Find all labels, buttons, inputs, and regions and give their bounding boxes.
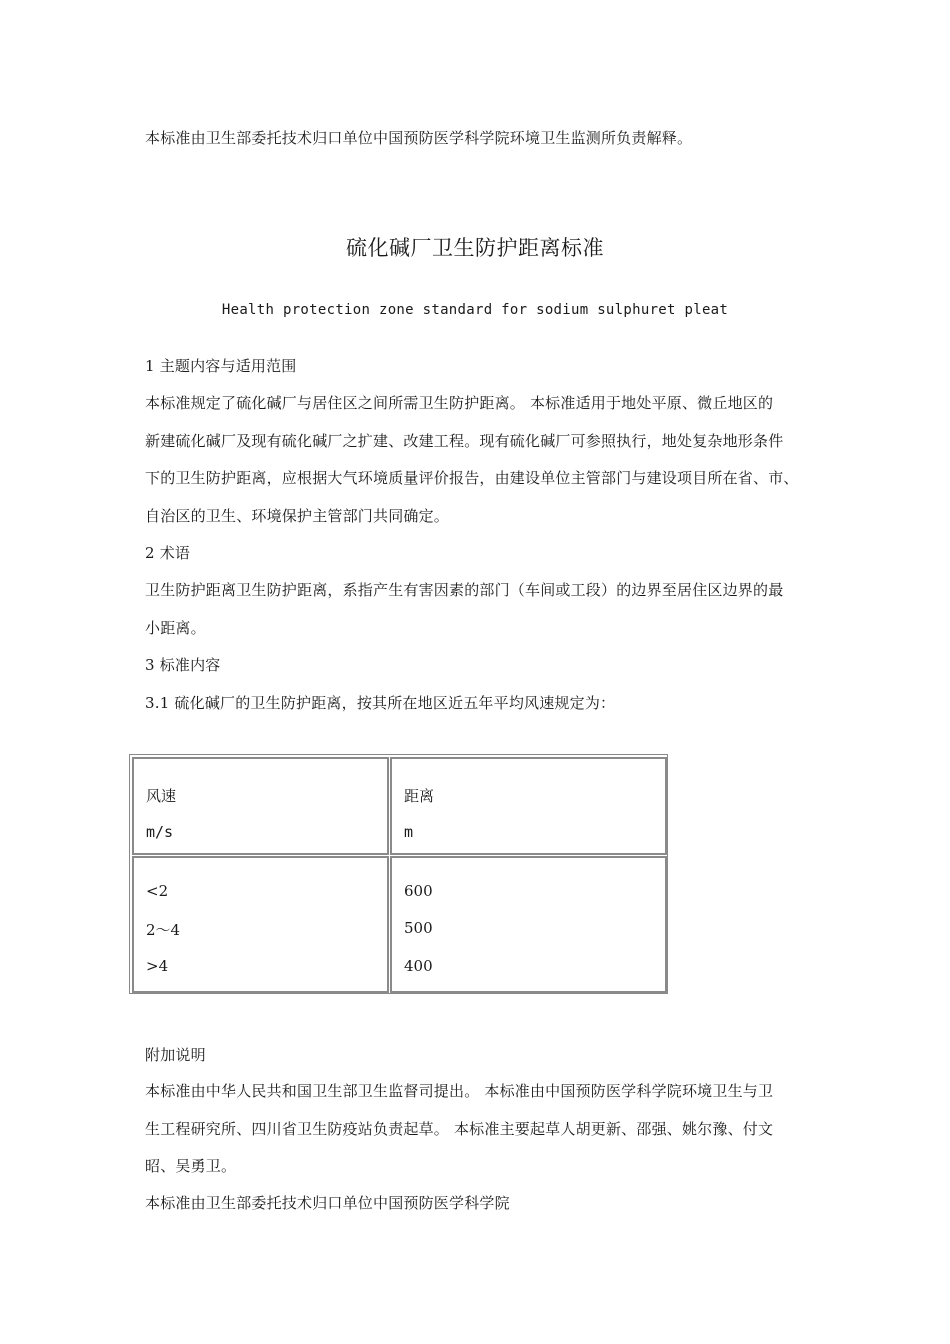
section-1-line: 自治区的卫生、环境保护主管部门共同确定。 bbox=[145, 507, 450, 525]
section-2-heading: 2 术语 bbox=[145, 544, 191, 562]
intro-paragraph: 本标准由卫生部委托技术归口单位中国预防医学科学院环境卫生监测所负责解释。 bbox=[145, 129, 693, 147]
section-1-line: 下的卫生防护距离，应根据大气环境质量评价报告，由建设单位主管部门与建设项目所在省、市、 bbox=[145, 469, 799, 487]
wind-value: >4 bbox=[146, 957, 169, 975]
document-title: 硫化碱厂卫生防护距离标准 bbox=[346, 236, 604, 260]
wind-distance-table bbox=[129, 754, 668, 994]
header-distance-label: 距离 bbox=[404, 787, 435, 805]
appendix-heading: 附加说明 bbox=[145, 1046, 206, 1064]
section-1-line: 本标准规定了硫化碱厂与居住区之间所需卫生防护距离。 本标准适用于地处平原、微丘地区的 bbox=[145, 394, 774, 412]
table-cell-distance bbox=[390, 856, 667, 993]
header-distance-unit: m bbox=[404, 823, 414, 841]
appendix-line: 本标准由卫生部委托技术归口单位中国预防医学科学院 bbox=[145, 1194, 510, 1212]
section-2-line: 卫生防护距离卫生防护距离，系指产生有害因素的部门（车间或工段）的边界至居住区边界的最 bbox=[145, 581, 784, 599]
wind-value: <2 bbox=[146, 882, 169, 900]
table-cell-wind bbox=[132, 856, 389, 993]
appendix-line: 生工程研究所、四川省卫生防疫站负责起草。 本标准主要起草人胡更新、邵强、姚尔豫、付文 bbox=[145, 1120, 774, 1138]
section-2-line: 小距离。 bbox=[145, 619, 206, 637]
appendix-line: 昭、吴勇卫。 bbox=[145, 1157, 237, 1175]
header-wind-label: 风速 bbox=[146, 787, 177, 805]
distance-value: 400 bbox=[404, 957, 433, 975]
section-3-heading: 3 标准内容 bbox=[145, 656, 221, 674]
wind-value: 2～4 bbox=[146, 921, 181, 939]
section-3-1-text: 3.1 硫化碱厂的卫生防护距离，按其所在地区近五年平均风速规定为： bbox=[145, 694, 616, 712]
table-header-distance bbox=[390, 757, 667, 855]
distance-value: 500 bbox=[404, 919, 433, 937]
section-1-heading: 1 主题内容与适用范围 bbox=[145, 357, 297, 375]
appendix-line: 本标准由中华人民共和国卫生部卫生监督司提出。 本标准由中国预防医学科学院环境卫生与卫 bbox=[145, 1082, 774, 1100]
document-subtitle: Health protection zone standard for sodium sulphuret pleat bbox=[221, 302, 729, 318]
section-1-line: 新建硫化碱厂及现有硫化碱厂之扩建、改建工程。现有硫化碱厂可参照执行，地处复杂地形条件 bbox=[145, 432, 784, 450]
table-header-wind bbox=[132, 757, 389, 855]
distance-value: 600 bbox=[404, 882, 433, 900]
header-wind-unit: m/s bbox=[146, 823, 174, 841]
